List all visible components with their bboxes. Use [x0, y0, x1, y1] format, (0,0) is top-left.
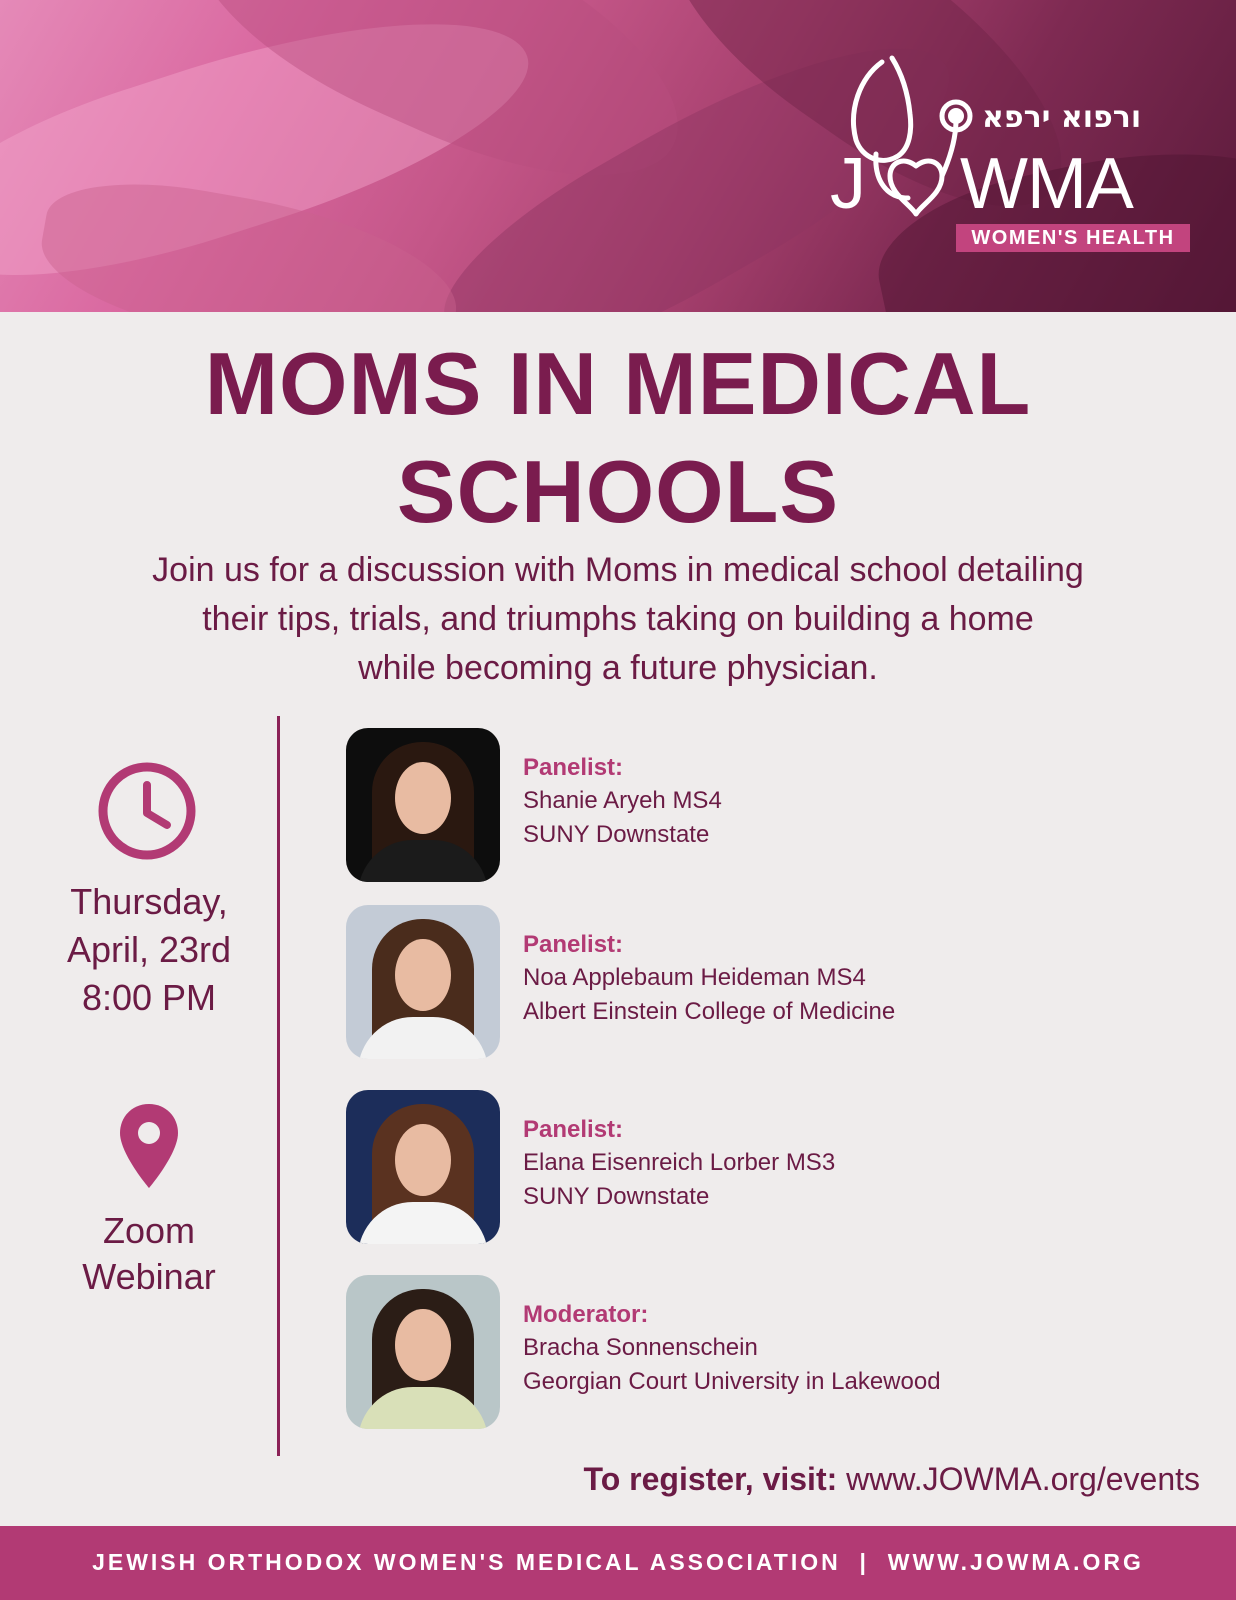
logo-letters-wma: WMA [960, 144, 1133, 224]
person-name: Noa Applebaum Heideman MS4 [523, 964, 866, 991]
vertical-divider [277, 716, 280, 1456]
page-title [0, 330, 1236, 546]
womens-health-badge: WOMEN'S HEALTH [956, 224, 1190, 252]
person-school: SUNY Downstate [523, 1183, 710, 1210]
footer-bar [0, 1526, 1236, 1600]
title-line-2: SCHOOLS [396, 442, 840, 541]
person-name: Shanie Aryeh MS4 [523, 787, 722, 814]
intro-line-1: Join us for a discussion with Moms in medical school detailing [152, 551, 1084, 589]
event-date: April, 23rd [66, 929, 232, 970]
event-day: Thursday, [70, 881, 228, 922]
person-card [346, 905, 1046, 1059]
hebrew-text: ורפוא ירפא [982, 100, 1142, 135]
person-school: SUNY Downstate [523, 821, 710, 848]
avatar [346, 728, 500, 882]
person-school: Georgian Court University in Lakewood [523, 1368, 941, 1395]
register-line [0, 1454, 1200, 1504]
footer-text: JEWISH ORTHODOX WOMEN'S MEDICAL ASSOCIATION | WWW.JOWMA.ORG [92, 1549, 1144, 1575]
person-role: Panelist: [523, 754, 624, 781]
location-line-2: Webinar [82, 1256, 216, 1297]
intro-line-2: their tips, trials, and triumphs taking on building a home [202, 600, 1034, 638]
title-line-1: MOMS IN MEDICAL [204, 334, 1032, 433]
person-name: Elana Eisenreich Lorber MS3 [523, 1149, 836, 1176]
clock-icon [97, 761, 197, 861]
event-datetime [20, 878, 278, 1022]
person-role: Panelist: [523, 931, 624, 958]
event-time: 8:00 PM [81, 977, 217, 1018]
person-card [346, 728, 1046, 882]
intro-text [100, 546, 1136, 693]
location-pin-icon [118, 1102, 180, 1192]
avatar [346, 1275, 500, 1429]
logo-letter-j: J [830, 144, 866, 224]
person-role: Panelist: [523, 1116, 624, 1143]
person-school: Albert Einstein College of Medicine [523, 998, 896, 1025]
location-line-1: Zoom [102, 1210, 196, 1251]
intro-line-3: while becoming a future physician. [358, 649, 878, 687]
person-card [346, 1275, 1046, 1429]
avatar [346, 1090, 500, 1244]
person-card [346, 1090, 1046, 1244]
register-lead: To register, visit: [583, 1461, 838, 1497]
header-banner [0, 0, 1236, 312]
avatar [346, 905, 500, 1059]
jowma-logo [830, 48, 1200, 258]
person-name: Bracha Sonnenschein [523, 1334, 758, 1361]
register-link[interactable]: www.JOWMA.org/events [846, 1461, 1200, 1497]
event-location [20, 1208, 278, 1300]
person-role: Moderator: [523, 1301, 649, 1328]
